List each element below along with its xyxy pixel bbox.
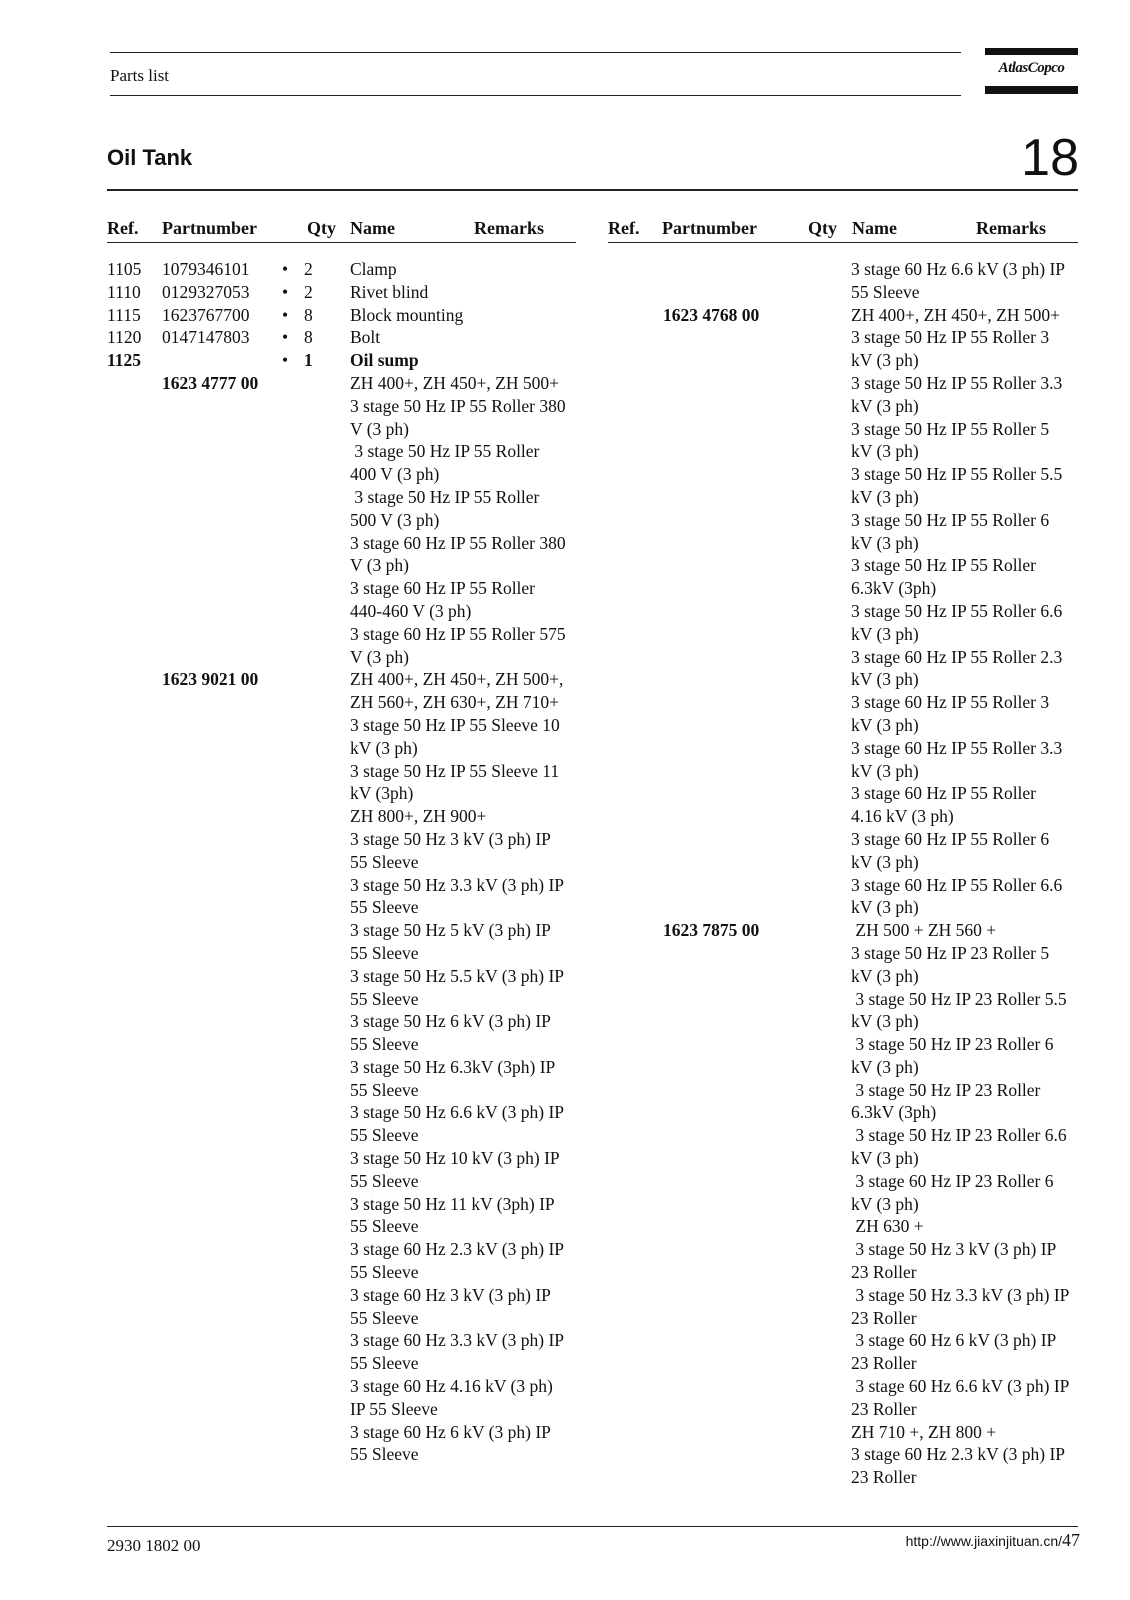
bullet-cell: • <box>282 304 289 325</box>
table-row <box>608 805 1078 828</box>
header-top-rule <box>110 52 961 53</box>
table-row <box>608 896 1078 919</box>
name-cell: 3 stage 50 Hz IP 55 Sleeve 11 <box>350 760 560 781</box>
name-cell: 3 stage 50 Hz 3.3 kV (3 ph) IP <box>851 1284 1070 1305</box>
table-row <box>107 1352 577 1375</box>
table-row <box>107 1033 577 1056</box>
bullet-cell: • <box>282 327 289 348</box>
name-cell: Bolt <box>350 327 381 348</box>
name-cell: 3 stage 60 Hz 6.6 kV (3 ph) IP <box>851 1376 1070 1397</box>
name-cell: kV (3 ph) <box>851 1011 919 1032</box>
table-row <box>608 1124 1078 1147</box>
name-cell: 3 stage 60 Hz 6 kV (3 ph) IP <box>350 1421 551 1442</box>
part-number-cell: 1623 7875 00 <box>663 920 760 941</box>
name-cell: ZH 400+, ZH 450+, ZH 500+, <box>350 669 564 690</box>
name-cell: 55 Sleeve <box>851 281 920 302</box>
name-cell: 23 Roller <box>851 1467 917 1488</box>
page-number: 47 <box>1062 1530 1080 1550</box>
qty-cell: 8 <box>304 304 313 325</box>
table-row <box>107 782 577 805</box>
table-row <box>107 349 577 372</box>
table-row <box>608 1375 1078 1398</box>
part-number-cell: 1623 4768 00 <box>663 304 760 325</box>
name-cell: 3 stage 60 Hz IP 55 Roller <box>350 578 536 599</box>
table-row <box>107 1261 577 1284</box>
table-row <box>608 1238 1078 1261</box>
name-cell: kV (3 ph) <box>851 532 919 553</box>
name-cell: 3 stage 50 Hz IP 23 Roller <box>851 1079 1041 1100</box>
title-rule <box>107 189 1078 191</box>
table-row <box>608 646 1078 669</box>
name-cell: 55 Sleeve <box>350 1079 419 1100</box>
table-row <box>107 304 577 327</box>
table-row <box>107 646 577 669</box>
name-cell: 55 Sleeve <box>350 1353 419 1374</box>
table-row <box>107 1010 577 1033</box>
page-title: Oil Tank <box>107 145 193 170</box>
name-cell: 3 stage 50 Hz 6 kV (3 ph) IP <box>350 1011 551 1032</box>
part-number-cell: 1079346101 <box>162 259 250 279</box>
name-cell: 23 Roller <box>851 1398 917 1419</box>
table-row <box>107 1079 577 1102</box>
table-row <box>107 372 577 395</box>
name-cell: ZH 800+, ZH 900+ <box>350 806 487 827</box>
name-cell: 55 Sleeve <box>350 1444 419 1465</box>
bullet-cell: • <box>282 281 289 302</box>
header-bottom-rule <box>110 95 961 96</box>
name-cell: V (3 ph) <box>350 555 409 576</box>
right-header-name: Name <box>852 218 897 238</box>
name-cell: 3 stage 50 Hz IP 55 Roller 5 <box>851 418 1050 439</box>
table-row <box>608 714 1078 737</box>
table-row <box>608 874 1078 897</box>
name-cell: 6.3kV (3ph) <box>851 1102 937 1123</box>
name-cell: 3 stage 60 Hz IP 55 Roller 2.3 <box>851 646 1063 667</box>
name-cell: 3 stage 50 Hz 6.6 kV (3 ph) IP <box>350 1102 565 1123</box>
table-row <box>608 1398 1078 1421</box>
right-header-ref: Ref. <box>608 218 640 238</box>
table-row <box>107 600 577 623</box>
table-row <box>107 828 577 851</box>
table-row <box>107 942 577 965</box>
table-row <box>608 1215 1078 1238</box>
footer-url: http://www.jiaxinjituan.cn/ <box>905 1533 1062 1549</box>
ref-cell: 1125 <box>107 350 142 371</box>
name-cell: 3 stage 60 Hz IP 55 Roller 380 <box>350 532 566 553</box>
table-row <box>608 418 1078 441</box>
table-row <box>107 1124 577 1147</box>
table-row <box>608 782 1078 805</box>
name-cell: 3 stage 60 Hz IP 55 Roller 6 <box>851 828 1050 849</box>
table-row <box>608 1101 1078 1124</box>
name-cell: kV (3 ph) <box>851 760 919 781</box>
table-row <box>608 1170 1078 1193</box>
table-row <box>608 668 1078 691</box>
name-cell: kV (3 ph) <box>851 1193 919 1214</box>
qty-cell: 1 <box>304 350 313 371</box>
table-row <box>608 304 1078 327</box>
name-cell: kV (3 ph) <box>851 395 919 416</box>
name-cell: 55 Sleeve <box>350 942 419 963</box>
name-cell: 6.3kV (3ph) <box>851 578 937 599</box>
right-parts-table <box>608 258 1078 1489</box>
name-cell: 3 stage 50 Hz 3 kV (3 ph) IP <box>851 1239 1057 1260</box>
name-cell: 23 Roller <box>851 1307 917 1328</box>
table-row <box>107 1443 577 1466</box>
table-row <box>608 326 1078 349</box>
name-cell: Clamp <box>350 259 397 279</box>
table-row <box>608 851 1078 874</box>
table-row <box>107 326 577 349</box>
table-row <box>608 281 1078 304</box>
table-row <box>107 805 577 828</box>
left-header-name: Name <box>350 218 395 238</box>
name-cell: 3 stage 60 Hz 6.6 kV (3 ph) IP <box>851 259 1066 279</box>
name-cell: 3 stage 50 Hz 6.3kV (3ph) IP <box>350 1056 556 1077</box>
qty-cell: 2 <box>304 281 313 302</box>
name-cell: 3 stage 50 Hz IP 55 Roller 6.6 <box>851 600 1063 621</box>
table-row <box>107 1056 577 1079</box>
table-row <box>107 988 577 1011</box>
document-number: 2930 1802 00 <box>107 1536 201 1555</box>
table-row <box>608 828 1078 851</box>
name-cell: 3 stage 50 Hz IP 23 Roller 5.5 <box>851 988 1067 1009</box>
header-label: Parts list <box>110 66 170 85</box>
table-row <box>608 1352 1078 1375</box>
table-row <box>608 1033 1078 1056</box>
name-cell: kV (3 ph) <box>851 623 919 644</box>
table-row <box>608 258 1078 281</box>
table-row <box>107 668 577 691</box>
right-header-rule <box>608 242 1078 243</box>
left-parts-table <box>107 258 577 1466</box>
name-cell: ZH 400+, ZH 450+, ZH 500+ <box>851 304 1060 325</box>
table-row <box>107 1101 577 1124</box>
name-cell: 3 stage 60 Hz 4.16 kV (3 ph) <box>350 1376 553 1397</box>
name-cell: 3 stage 50 Hz 10 kV (3 ph) IP <box>350 1148 560 1169</box>
name-cell: 4.16 kV (3 ph) <box>851 806 954 827</box>
qty-cell: 2 <box>304 259 313 279</box>
name-cell: 3 stage 50 Hz IP 55 Roller 5.5 <box>851 464 1063 485</box>
table-row <box>608 1284 1078 1307</box>
table-row <box>107 1421 577 1444</box>
right-header-qty: Qty <box>808 218 837 238</box>
table-row <box>107 874 577 897</box>
table-row <box>608 349 1078 372</box>
name-cell: 3 stage 50 Hz IP 55 Roller 3.3 <box>851 372 1063 393</box>
name-cell: 3 stage 50 Hz IP 55 Roller <box>350 441 540 462</box>
name-cell: 400 V (3 ph) <box>350 464 440 485</box>
name-cell: 3 stage 60 Hz 6 kV (3 ph) IP <box>851 1330 1057 1351</box>
name-cell: 3 stage 60 Hz 3.3 kV (3 ph) IP <box>350 1330 565 1351</box>
name-cell: 23 Roller <box>851 1262 917 1283</box>
table-row <box>608 372 1078 395</box>
table-row <box>608 1261 1078 1284</box>
name-cell: 3 stage 50 Hz IP 23 Roller 6 <box>851 1034 1054 1055</box>
table-row <box>608 1421 1078 1444</box>
table-row <box>608 1193 1078 1216</box>
table-row <box>608 600 1078 623</box>
name-cell: kV (3 ph) <box>851 441 919 462</box>
name-cell: 3 stage 50 Hz 11 kV (3ph) IP <box>350 1193 555 1214</box>
footer-rule <box>107 1526 1078 1527</box>
table-row <box>107 965 577 988</box>
name-cell: ZH 710 +, ZH 800 + <box>851 1421 997 1442</box>
name-cell: 3 stage 50 Hz 5.5 kV (3 ph) IP <box>350 965 565 986</box>
right-header-remarks: Remarks <box>976 218 1046 238</box>
name-cell: 55 Sleeve <box>350 1034 419 1055</box>
name-cell: Rivet blind <box>350 281 429 302</box>
name-cell: 3 stage 60 Hz IP 23 Roller 6 <box>851 1170 1054 1191</box>
ref-cell: 1115 <box>107 304 141 325</box>
left-header-part-number: Partnumber <box>162 218 257 238</box>
ref-cell: 1105 <box>107 259 142 279</box>
table-row <box>608 463 1078 486</box>
table-row <box>608 577 1078 600</box>
name-cell: 3 stage 60 Hz IP 55 Roller 3.3 <box>851 737 1063 758</box>
name-cell: kV (3 ph) <box>851 1056 919 1077</box>
table-row <box>107 463 577 486</box>
table-row <box>107 1193 577 1216</box>
table-row <box>107 440 577 463</box>
table-row <box>107 532 577 555</box>
name-cell: 55 Sleeve <box>350 851 419 872</box>
name-cell: kV (3 ph) <box>851 965 919 986</box>
part-number-cell: 0129327053 <box>162 281 250 302</box>
name-cell: kV (3 ph) <box>851 714 919 735</box>
table-row <box>107 714 577 737</box>
name-cell: 3 stage 60 Hz IP 55 Roller 3 <box>851 692 1050 713</box>
table-row <box>107 1238 577 1261</box>
table-row <box>608 1079 1078 1102</box>
name-cell: 3 stage 50 Hz 3 kV (3 ph) IP <box>350 828 551 849</box>
name-cell: 3 stage 50 Hz 3.3 kV (3 ph) IP <box>350 874 565 895</box>
name-cell: kV (3 ph) <box>851 350 919 371</box>
table-row <box>608 554 1078 577</box>
name-cell: 55 Sleeve <box>350 1262 419 1283</box>
table-row <box>608 509 1078 532</box>
name-cell: 3 stage 60 Hz IP 55 Roller 575 <box>350 623 566 644</box>
name-cell: 500 V (3 ph) <box>350 509 440 530</box>
chapter-number: 18 <box>1021 129 1079 187</box>
table-row <box>608 1010 1078 1033</box>
table-row <box>608 919 1078 942</box>
table-row <box>107 1284 577 1307</box>
table-row <box>608 395 1078 418</box>
name-cell: 3 stage 50 Hz IP 55 Roller 3 <box>851 327 1050 348</box>
table-row <box>608 760 1078 783</box>
table-row <box>107 919 577 942</box>
name-cell: kV (3 ph) <box>350 737 418 758</box>
name-cell: V (3 ph) <box>350 418 409 439</box>
name-cell: 3 stage 60 Hz IP 55 Roller 6.6 <box>851 874 1063 895</box>
name-cell: 3 stage 50 Hz IP 23 Roller 5 <box>851 942 1050 963</box>
table-row <box>107 281 577 304</box>
name-cell: 3 stage 50 Hz IP 55 Roller <box>350 486 540 507</box>
table-row <box>608 623 1078 646</box>
part-number-cell: 0147147803 <box>162 327 250 348</box>
name-cell: 3 stage 50 Hz IP 23 Roller 6.6 <box>851 1125 1067 1146</box>
name-cell: ZH 630 + <box>851 1216 924 1237</box>
table-row <box>107 395 577 418</box>
name-cell: V (3 ph) <box>350 646 409 667</box>
name-cell: 3 stage 50 Hz IP 55 Roller 380 <box>350 395 566 416</box>
table-row <box>608 965 1078 988</box>
table-row <box>608 486 1078 509</box>
table-row <box>107 258 577 281</box>
table-row <box>107 691 577 714</box>
table-row <box>608 1329 1078 1352</box>
part-number-cell: 1623767700 <box>162 304 250 325</box>
name-cell: ZH 500 + ZH 560 + <box>851 920 997 941</box>
table-row <box>608 532 1078 555</box>
table-row <box>107 1307 577 1330</box>
table-row <box>107 1215 577 1238</box>
table-row <box>107 509 577 532</box>
left-header-qty: Qty <box>307 218 336 238</box>
name-cell: 3 stage 50 Hz IP 55 Roller 6 <box>851 509 1050 530</box>
table-row <box>107 1398 577 1421</box>
name-cell: Block mounting <box>350 304 464 325</box>
name-cell: 3 stage 60 Hz 2.3 kV (3 ph) IP <box>851 1444 1066 1465</box>
table-row <box>107 1170 577 1193</box>
qty-cell: 8 <box>304 327 313 348</box>
table-row <box>107 851 577 874</box>
name-cell: ZH 400+, ZH 450+, ZH 500+ <box>350 372 559 393</box>
table-row <box>608 1443 1078 1466</box>
name-cell: 55 Sleeve <box>350 1170 419 1191</box>
table-row <box>107 760 577 783</box>
name-cell: 3 stage 50 Hz 5 kV (3 ph) IP <box>350 920 551 941</box>
name-cell: 3 stage 60 Hz IP 55 Roller <box>851 783 1037 804</box>
part-number-cell: 1623 4777 00 <box>162 372 259 393</box>
name-cell: ZH 560+, ZH 630+, ZH 710+ <box>350 692 559 713</box>
left-header-ref: Ref. <box>107 218 139 238</box>
table-row <box>107 577 577 600</box>
logo-text: AtlasCopco <box>998 60 1065 76</box>
table-row <box>608 1466 1078 1489</box>
table-row <box>107 554 577 577</box>
name-cell: 55 Sleeve <box>350 1216 419 1237</box>
name-cell: kV (3ph) <box>350 783 414 804</box>
table-row <box>608 1056 1078 1079</box>
table-row <box>107 1375 577 1398</box>
bullet-cell: • <box>282 259 289 279</box>
name-cell: kV (3 ph) <box>851 1148 919 1169</box>
table-row <box>107 737 577 760</box>
name-cell: 3 stage 60 Hz 3 kV (3 ph) IP <box>350 1284 551 1305</box>
name-cell: 23 Roller <box>851 1353 917 1374</box>
table-row <box>608 942 1078 965</box>
table-row <box>608 440 1078 463</box>
table-row <box>608 737 1078 760</box>
name-cell: kV (3 ph) <box>851 851 919 872</box>
name-cell: 55 Sleeve <box>350 897 419 918</box>
right-header-part-number: Partnumber <box>662 218 757 238</box>
name-cell: Oil sump <box>350 350 419 371</box>
part-number-cell: 1623 9021 00 <box>162 669 259 690</box>
table-row <box>107 896 577 919</box>
table-row <box>107 623 577 646</box>
name-cell: IP 55 Sleeve <box>350 1398 438 1419</box>
name-cell: 3 stage 50 Hz IP 55 Roller <box>851 555 1037 576</box>
ref-cell: 1120 <box>107 327 142 348</box>
name-cell: 440-460 V (3 ph) <box>350 600 472 621</box>
table-row <box>608 988 1078 1011</box>
name-cell: 3 stage 60 Hz 2.3 kV (3 ph) IP <box>350 1239 565 1260</box>
footer-url-page <box>906 1530 1080 1551</box>
name-cell: 3 stage 50 Hz IP 55 Sleeve 10 <box>350 714 560 735</box>
left-header-remarks: Remarks <box>474 218 544 238</box>
table-row <box>107 1329 577 1352</box>
name-cell: kV (3 ph) <box>851 486 919 507</box>
table-row <box>608 1307 1078 1330</box>
atlas-copco-logo <box>985 48 1078 94</box>
table-row <box>107 486 577 509</box>
bullet-cell: • <box>282 350 289 371</box>
name-cell: 55 Sleeve <box>350 1307 419 1328</box>
table-row <box>107 418 577 441</box>
table-row <box>107 1147 577 1170</box>
table-row <box>608 1147 1078 1170</box>
name-cell: 55 Sleeve <box>350 988 419 1009</box>
left-header-rule <box>107 242 576 243</box>
name-cell: kV (3 ph) <box>851 669 919 690</box>
table-row <box>608 691 1078 714</box>
ref-cell: 1110 <box>107 281 141 302</box>
name-cell: 55 Sleeve <box>350 1125 419 1146</box>
name-cell: kV (3 ph) <box>851 897 919 918</box>
